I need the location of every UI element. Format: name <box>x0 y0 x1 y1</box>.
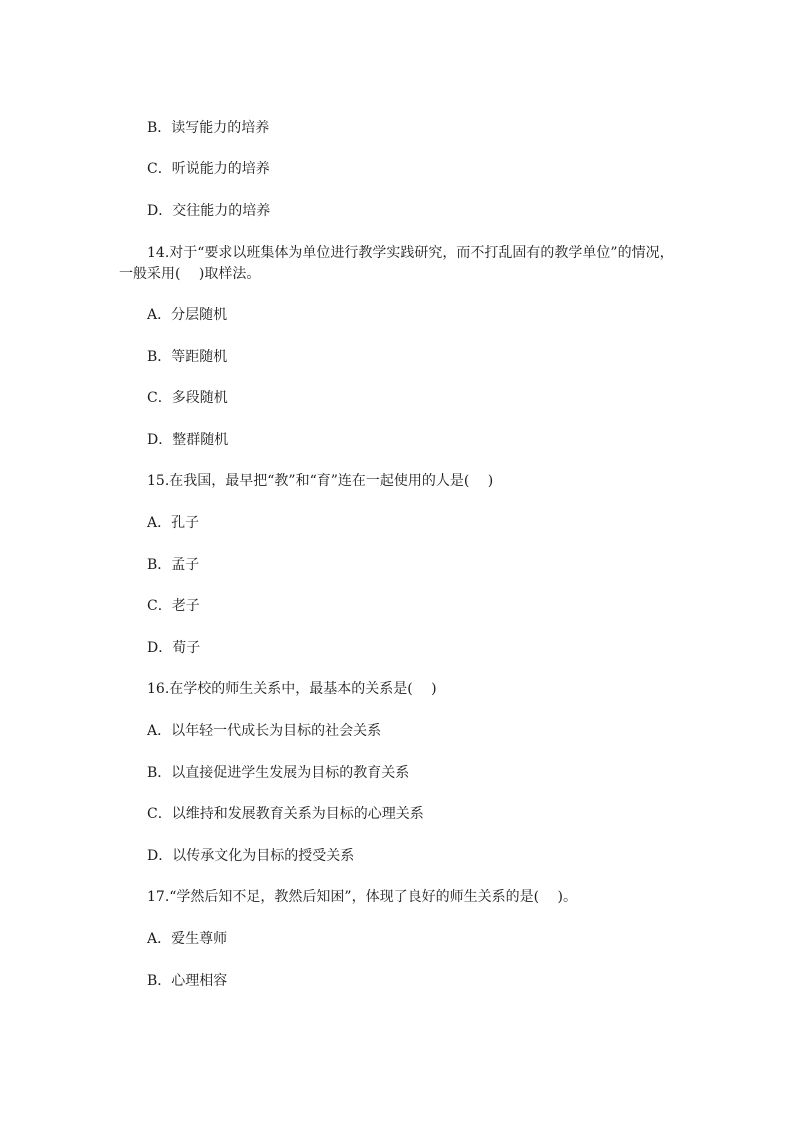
q15-option-c: C．老子 <box>147 598 200 614</box>
q16-stem: 16.在学校的师生关系中，最基本的关系是( ) <box>147 681 437 697</box>
q16-option-a: A．以年轻一代成长为目标的社会关系 <box>147 723 382 739</box>
q16-option-b: B．以直接促进学生发展为目标的教育关系 <box>147 765 410 781</box>
q17-option-a: A．爱生尊师 <box>147 931 228 947</box>
q14-option-b: B．等距随机 <box>147 349 228 365</box>
q17-stem: 17.“学然后知不足，教然后知困”，体现了良好的师生关系的是( )。 <box>147 889 577 905</box>
q15-stem: 15.在我国，最早把“教”和“育”连在一起使用的人是( ) <box>147 473 494 489</box>
q13-option-c: C．听说能力的培养 <box>147 161 270 177</box>
q15-option-d: D．荀子 <box>147 640 201 656</box>
q14-option-c: C．多段随机 <box>147 390 228 406</box>
q17-option-b: B．心理相容 <box>147 973 228 989</box>
q14-stem: 14.对于“要求以班集体为单位进行教学实践研究，而不打乱固有的教学单位”的情况， <box>147 245 674 261</box>
q13-option-d: D．交往能力的培养 <box>147 203 271 219</box>
q16-option-d: D．以传承文化为目标的授受关系 <box>147 848 355 864</box>
q13-option-b: B．读写能力的培养 <box>147 120 270 136</box>
q14-option-a: A．分层随机 <box>147 307 228 323</box>
q14-stem-continued: 一般采用( )取样法。 <box>119 266 261 282</box>
q14-option-d: D．整群随机 <box>147 432 229 448</box>
q15-option-a: A．孔子 <box>147 515 200 531</box>
q15-option-b: B．孟子 <box>147 557 200 573</box>
q16-option-c: C．以维持和发展教育关系为目标的心理关系 <box>147 806 424 822</box>
